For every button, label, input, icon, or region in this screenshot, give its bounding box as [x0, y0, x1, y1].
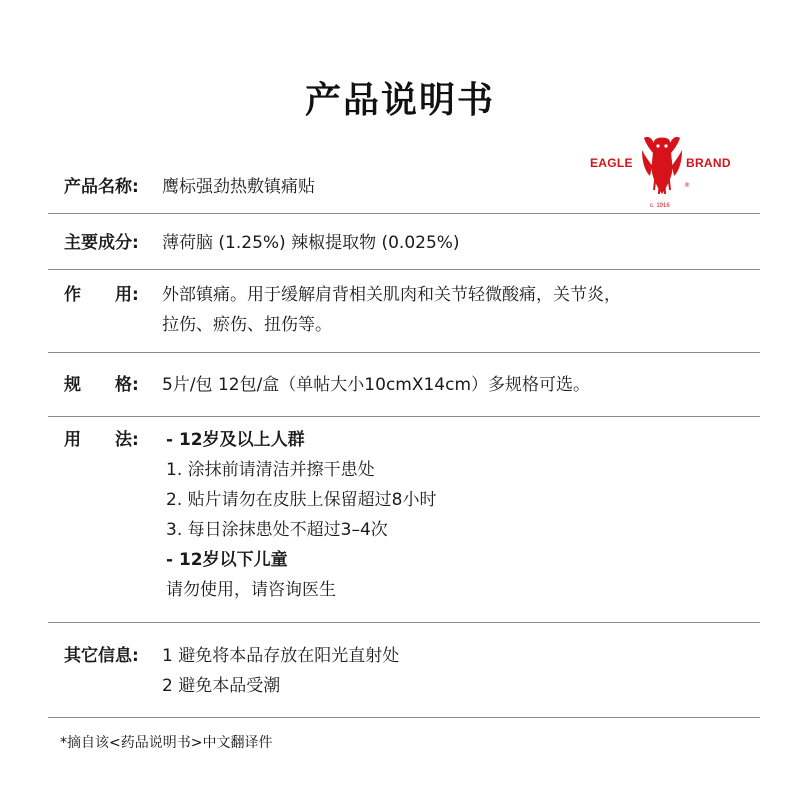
eagle-icon [640, 132, 684, 202]
label-usage: 用 法: [64, 430, 139, 450]
divider [48, 213, 760, 214]
other-info-line: 1 避免将本品存放在阳光直射处 [162, 646, 400, 666]
logo-text-right: BRAND [686, 156, 731, 170]
value-ingredients: 薄荷脑 (1.25%) 辣椒提取物 (0.025%) [162, 233, 460, 253]
other-info-line: 2 避免本品受潮 [162, 676, 281, 696]
label-other-info: 其它信息: [64, 646, 139, 666]
usage-adult-title: - 12岁及以上人群 [166, 430, 305, 450]
divider [48, 269, 760, 270]
effect-line: 拉伤、瘀伤、扭伤等。 [162, 315, 332, 335]
divider [48, 717, 760, 718]
value-product-name: 鹰标强劲热敷镇痛贴 [162, 177, 315, 197]
eagle-brand-logo [586, 128, 740, 214]
usage-child-title: - 12岁以下儿童 [166, 550, 288, 570]
value-effect [162, 280, 621, 340]
value-other-info [162, 641, 399, 701]
divider [48, 416, 760, 417]
usage-step: 2. 贴片请勿在皮肤上保留超过8小时 [166, 490, 437, 510]
value-spec: 5片/包 12包/盒（单帖大小10cmX14cm）多规格可选。 [162, 375, 591, 395]
effect-line: 外部镇痛。用于缓解肩背相关肌肉和关节轻微酸痛，关节炎， [162, 285, 621, 305]
label-product-name: 产品名称: [64, 177, 139, 197]
label-ingredients: 主要成分: [64, 233, 139, 253]
divider [48, 352, 760, 353]
usage-child-text: 请勿使用，请咨询医生 [166, 580, 336, 600]
value-usage [166, 425, 436, 605]
label-spec: 规 格: [64, 375, 139, 395]
label-effect: 作 用: [64, 285, 139, 305]
divider [48, 622, 760, 623]
footnote: *摘自该<药品说明书>中文翻译件 [60, 735, 273, 751]
usage-step: 1. 涂抹前请清洁并擦干患处 [166, 460, 375, 480]
logo-since: c. 1916 [650, 203, 670, 209]
logo-text-left: EAGLE [590, 156, 633, 170]
page-title: 产品说明书 [304, 80, 495, 121]
registered-mark: ® [684, 182, 690, 189]
usage-step: 3. 每日涂抹患处不超过3–4次 [166, 520, 388, 540]
